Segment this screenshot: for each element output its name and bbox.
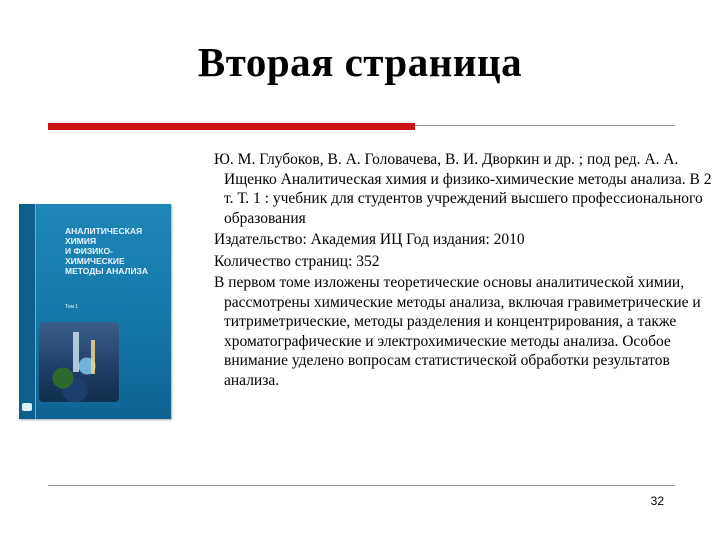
book-cover-volume: Том 1 <box>65 304 79 310</box>
book-summary: В первом томе изложены теоретические основы аналитической химии, рассмотрены химические методы анализа, включая гравиметрические и титриметрические, методы разделения и концентрирования, а также хроматографические и электрохимические методы анализа. Особое внимание уделено вопросам статистической обработки результатов анализа. <box>214 274 701 389</box>
title-accent-bar <box>48 123 415 130</box>
publisher-and-year: Издательство: Академия ИЦ Год издания: 2010 <box>214 231 525 248</box>
book-cover-image <box>19 204 171 419</box>
page-number: 32 <box>650 494 664 508</box>
footer-divider-line <box>48 485 675 486</box>
book-spine <box>19 204 36 419</box>
page-count: Количество страниц: 352 <box>214 252 380 270</box>
book-cover-illustration <box>39 322 119 402</box>
bibliographic-reference: Ю. М. Глубоков, В. А. Головачева, В. И. Дворкин и др. ; под ред. А. А. Ищенко Аналитическая химия и физико-химические методы анализа. В 2 т. Т. 1 : учебник для студентов учреждений высшего профессионального образования <box>214 151 712 227</box>
test-tube-icon <box>91 340 95 374</box>
flask-icon <box>73 332 79 372</box>
book-description <box>214 150 716 392</box>
book-cover-title: АНАЛИТИЧЕСКАЯ ХИМИЯ И ФИЗИКО- ХИМИЧЕСКИЕ МЕТОДЫ АНАЛИЗА <box>65 226 149 276</box>
publisher-logo-icon <box>22 403 32 411</box>
slide-title: Вторая страница <box>197 39 523 85</box>
